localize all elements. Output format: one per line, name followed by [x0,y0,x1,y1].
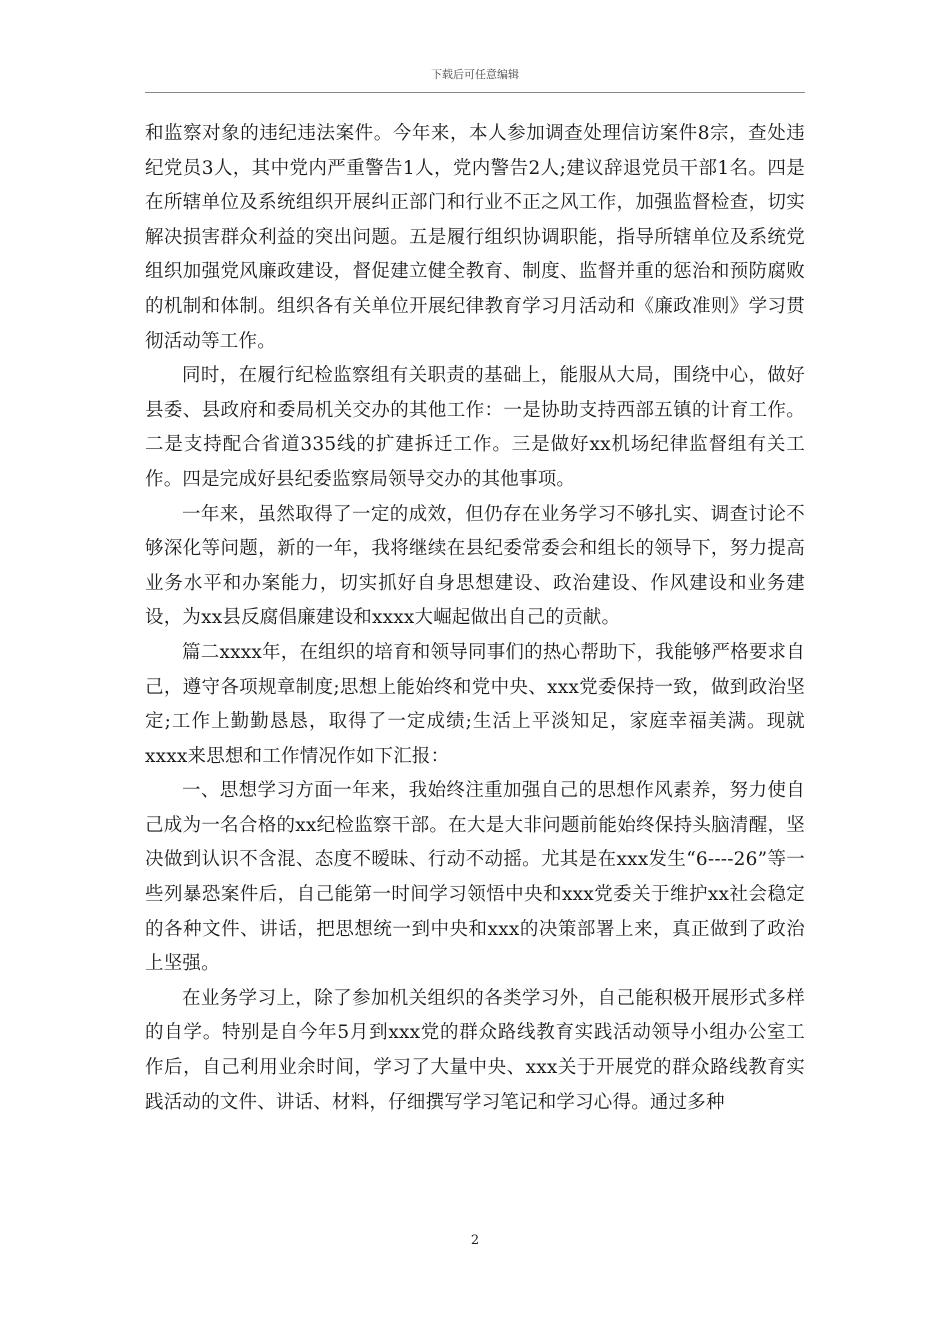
paragraph-summary: 一年来，虽然取得了一定的成效，但仍存在业务学习不够扎实、调查讨论不够深化等问题，新的一年，我将继续在县纪委常委会和组长的领导下，努力提高业务水平和办案能力，切实抓好自身思想建设、政治建设、作风建设和业务建设，为xx县反腐倡廉建设和xxxx大崛起做出自己的贡献。 [145,503,805,629]
paragraph-part-two-intro: 篇二xxxx年，在组织的培育和领导同事们的热心帮助下，我能够严格要求自己，遵守各项规章制度;思想上能始终和党中央、xxx党委保持一致，做到政治坚定;工作上勤勤恳恳，取得了一定成绩;生活上平淡知足，家庭幸福美满。现就xxxx来思想和工作情况作如下汇报： [145,641,805,767]
page-header: 下载后可任意编辑 [431,68,519,81]
paragraph-business-study: 在业务学习上，除了参加机关组织的各类学习外，自己能积极开展形式多样的自学。特别是自今年5月到xxx党的群众路线教育实践活动领导小组办公室工作后，自己利用业余时间，学习了大量中央、xxx关于开展党的群众路线教育实践活动的文件、讲话、材料，仔细撰写学习笔记和学习心得。通过多种 [145,987,805,1113]
page-number: 2 [470,1233,480,1248]
header-divider [145,92,805,93]
paragraph-other-work: 同时，在履行纪检监察组有关职责的基础上，能服从大局，围绕中心，做好县委、县政府和委局机关交办的其他工作：一是协助支持西部五镇的计育工作。二是支持配合省道335线的扩建拆迁工作。三是做好xx机场纪律监督组有关工作。四是完成好县纪委监察局领导交办的其他事项。 [145,365,805,490]
document-body [145,117,805,1120]
paragraph-continuation: 和监察对象的违纪违法案件。今年来，本人参加调查处理信访案件8宗，查处违纪党员3人，其中党内严重警告1人，党内警告2人;建议辞退党员干部1名。四是在所辖单位及系统组织开展纠正部门和行业不正之风工作，加强监督检查，切实解决损害群众利益的突出问题。五是履行组织协调职能，指导所辖单位及系统党组织加强党风廉政建设，督促建立健全教育、制度、监督并重的惩治和预防腐败的机制和体制。组织各有关单位开展纪律教育学习月活动和《廉政准则》学习贯彻活动等工作。 [145,123,805,352]
paragraph-ideological-study: 一、思想学习方面一年来，我始终注重加强自己的思想作风素养，努力使自己成为一名合格的xx纪检监察干部。在大是大非问题前能始终保持头脑清醒，坚决做到认识不含混、态度不暧昧、行动不动摇。尤其是在xxx发生“6----26”等一些列暴恐案件后，自己能第一时间学习领悟中央和xxx党委关于维护xx社会稳定的各种文件、讲话，把思想统一到中央和xxx的决策部署上来，真正做到了政治上坚强。 [145,780,805,975]
